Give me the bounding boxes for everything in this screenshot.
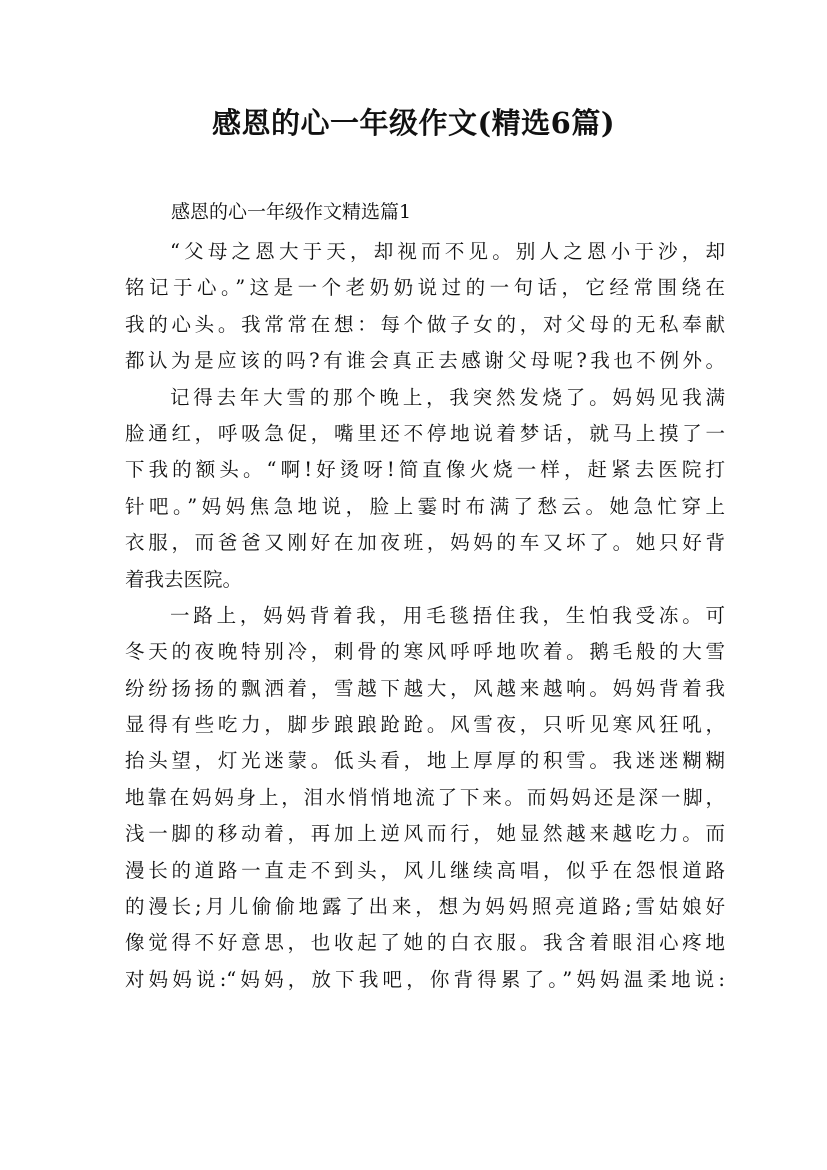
text-line: 浅一脚的移动着，再加上逆风而行，她显然越来越吃力。而	[125, 822, 725, 846]
essay-body	[125, 234, 725, 998]
text-line: 地靠在妈妈身上，泪水悄悄地流了下来。而妈妈还是深一脚，	[125, 785, 725, 809]
document-title: 感恩的心一年级作文(精选6篇)	[211, 106, 616, 140]
text-line: 纷纷扬扬的飘洒着，雪越下越大，风越来越响。妈妈背着我	[125, 676, 725, 700]
text-line: “父母之恩大于天，却视而不见。别人之恩小于沙，却	[170, 240, 725, 263]
text-line: 像觉得不好意思，也收起了她的白衣服。我含着眼泪心疼地	[125, 931, 725, 955]
text-line: 我的心头。我常常在想：每个做子女的，对父母的无私奉献	[125, 312, 725, 336]
text-line: 下我的额头。“啊!好烫呀!简直像火烧一样，赶紧去医院打	[125, 458, 725, 482]
text-line: 记得去年大雪的那个晚上，我突然发烧了。妈妈见我满	[170, 385, 725, 409]
text-line: 的漫长;月儿偷偷地露了出来，想为妈妈照亮道路;雪姑娘好	[125, 895, 725, 919]
text-line: 漫长的道路一直走不到头，风儿继续高唱，似乎在怨恨道路	[125, 858, 725, 882]
text-line: 一路上，妈妈背着我，用毛毯捂住我，生怕我受冻。可	[170, 603, 725, 627]
text-line: 抬头望，灯光迷蒙。低头看，地上厚厚的积雪。我迷迷糊糊	[125, 749, 725, 773]
text-line: 衣服，而爸爸又刚好在加夜班，妈妈的车又坏了。她只好背	[125, 531, 725, 555]
text-line: 都认为是应该的吗?有谁会真正去感谢父母呢?我也不例外。	[125, 349, 725, 373]
text-line: 显得有些吃力，脚步踉踉跄跄。风雪夜，只听见寒风狂吼，	[125, 713, 725, 737]
text-line: 冬天的夜晚特别冷，刺骨的寒风呼呼地吹着。鹅毛般的大雪	[125, 640, 725, 664]
text-line: 着我去医院。	[125, 567, 243, 591]
text-line: 脸通红，呼吸急促，嘴里还不停地说着梦话，就马上摸了一	[125, 421, 725, 445]
text-line: 针吧。”妈妈焦急地说，脸上霎时布满了愁云。她急忙穿上	[125, 494, 725, 518]
text-line: 对妈妈说:“妈妈，放下我吧，你背得累了。”妈妈温柔地说:	[125, 967, 725, 991]
text-line: 铭记于心。”这是一个老奶奶说过的一句话，它经常围绕在	[125, 276, 725, 300]
section-heading: 感恩的心一年级作文精选篇1	[171, 201, 412, 223]
